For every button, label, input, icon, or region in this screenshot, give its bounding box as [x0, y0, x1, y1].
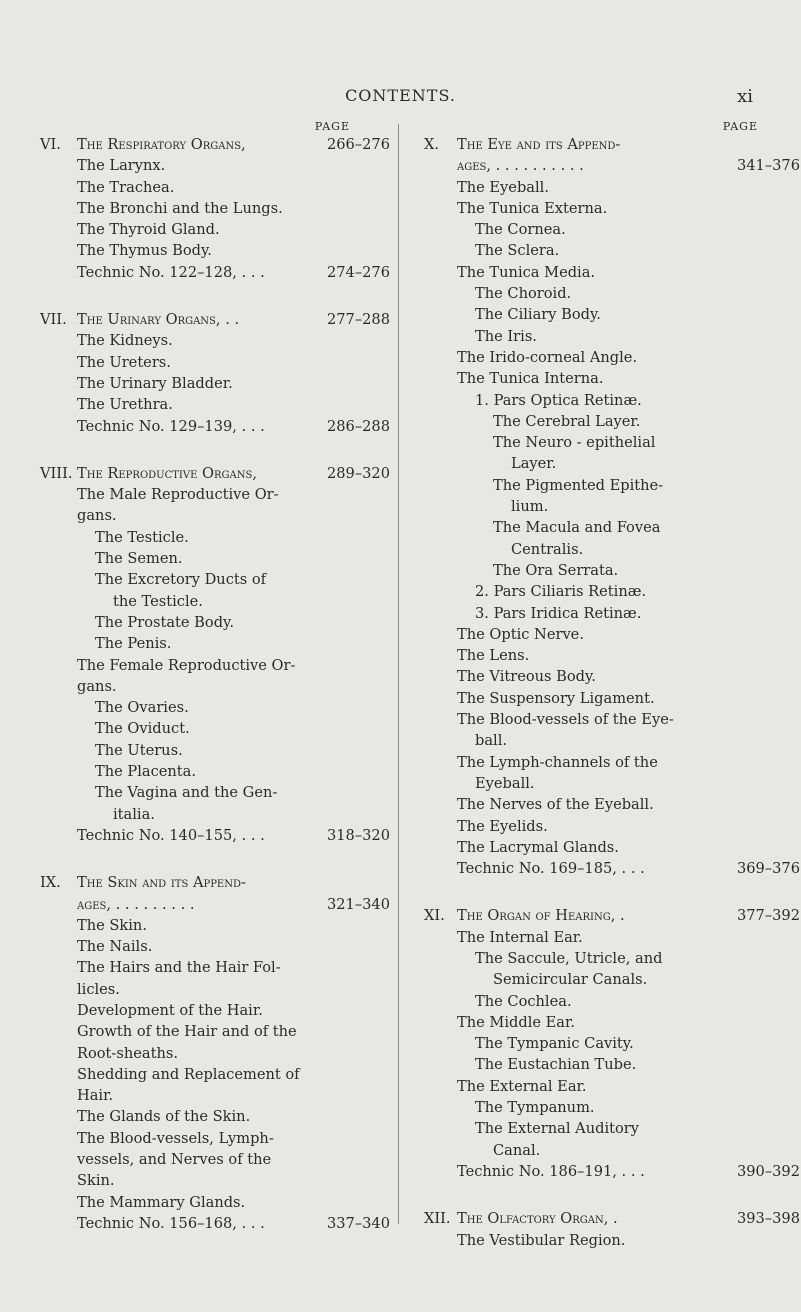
entry-text: The Tympanic Cavity. [475, 1035, 634, 1053]
entry-page-range: 277–288 [326, 311, 390, 329]
toc-entry [424, 858, 800, 879]
toc-entry [424, 1161, 800, 1182]
entry-text: The Internal Ear. [457, 928, 583, 946]
entry-text: The Tympanum. [475, 1099, 595, 1117]
entry-text: The Semen. [95, 550, 183, 568]
page-column-label: PAGE [314, 120, 350, 133]
toc-entry [424, 1097, 764, 1118]
entry-text: ages, . . . . . . . . . . [457, 157, 584, 175]
toc-section-heading [424, 1208, 800, 1229]
toc-entry [40, 591, 390, 612]
toc-right-column [424, 120, 800, 1251]
toc-section-heading [40, 309, 390, 330]
toc-entry [40, 676, 390, 697]
page-folio: xi [737, 86, 753, 107]
entry-text: gans. [77, 677, 117, 695]
entry-text: The Neuro - epithelial [493, 434, 656, 452]
toc-entry [40, 155, 390, 176]
toc-section [40, 463, 390, 846]
toc-entry [424, 411, 764, 432]
toc-entry [40, 1106, 390, 1127]
toc-entry [40, 1170, 390, 1191]
entry-text: The Irido-corneal Angle. [457, 348, 638, 366]
entry-text: The Vagina and the Gen- [95, 784, 278, 802]
entry-text: The Thymus Body. [77, 242, 212, 260]
toc-section-heading [424, 155, 800, 176]
entry-text: vessels, and Nerves of the [77, 1151, 272, 1169]
entry-text: Growth of the Hair and of the [77, 1023, 297, 1041]
entry-text: The Vestibular Region. [457, 1231, 626, 1249]
toc-entry [40, 484, 390, 505]
entry-text: The Tunica Media. [457, 263, 596, 281]
entry-text: The Eustachian Tube. [475, 1056, 637, 1074]
section-numeral: VII. [40, 311, 67, 329]
entry-text: The Trachea. [77, 178, 175, 196]
entry-text: Eyeball. [475, 774, 535, 792]
toc-entry [424, 1140, 764, 1161]
toc-entry [424, 688, 764, 709]
entry-text: The Nerves of the Eyeball. [457, 796, 654, 814]
entry-text: The Eyeball. [457, 178, 549, 196]
entry-text: Centralis. [511, 540, 584, 558]
toc-entry [424, 198, 764, 219]
toc-entry [424, 773, 764, 794]
toc-entry [424, 1012, 764, 1033]
section-numeral: XII. [424, 1210, 451, 1228]
toc-entry [40, 177, 390, 198]
entry-text: the Testicle. [113, 592, 203, 610]
entry-text: The Macula and Fovea [493, 519, 661, 537]
entry-page-range: 286–288 [326, 417, 390, 435]
column-divider [398, 124, 399, 1224]
toc-entry [40, 527, 390, 548]
toc-entry [40, 633, 390, 654]
toc-entry [424, 177, 764, 198]
entry-page-range: 390–392 [736, 1162, 800, 1180]
toc-entry [40, 1149, 390, 1170]
toc-entry [424, 624, 764, 645]
toc-section-heading [424, 134, 764, 155]
entry-text: The Eyelids. [457, 817, 548, 835]
toc-entry [424, 581, 764, 602]
toc-entry [424, 219, 764, 240]
toc-entry [40, 1021, 390, 1042]
entry-text: The Cochlea. [475, 992, 572, 1010]
entry-text: The Middle Ear. [457, 1013, 576, 1031]
toc-entry [424, 560, 764, 581]
toc-entry [424, 816, 764, 837]
toc-entry [40, 718, 390, 739]
entry-page-range: 289–320 [326, 464, 390, 482]
entry-text: gans. [77, 507, 117, 525]
entry-text: Technic No. 122–128, . . . [77, 263, 265, 281]
entry-text: The Uterus. [95, 741, 183, 759]
entry-text: ages, . . . . . . . . . [77, 895, 195, 913]
entry-text: licles. [77, 980, 120, 998]
toc-entry [424, 927, 764, 948]
entry-text: The Skin and its Append- [77, 874, 246, 892]
entry-text: The Sclera. [475, 242, 560, 260]
entry-page-range: 266–276 [326, 136, 390, 153]
toc-entry [40, 915, 390, 936]
entry-text: Technic No. 169–185, . . . [457, 860, 645, 878]
toc-sections [424, 134, 800, 1251]
entry-text: The Thyroid Gland. [77, 221, 220, 239]
entry-text: The Olfactory Organ, . [457, 1210, 618, 1228]
toc-entry [40, 936, 390, 957]
entry-text: The Male Reproductive Or- [77, 486, 279, 504]
toc-entry [40, 825, 390, 846]
entry-text: Shedding and Replacement of [77, 1065, 300, 1083]
toc-section-heading [40, 872, 390, 893]
toc-entry [424, 517, 764, 538]
entry-text: The Organ of Hearing, . [457, 907, 625, 925]
entry-page-range: 393–398 [736, 1210, 800, 1228]
toc-entry [424, 645, 764, 666]
toc-entry [424, 475, 764, 496]
entry-text: The Placenta. [95, 763, 197, 781]
toc-entry [424, 347, 764, 368]
entry-text: The Excretory Ducts of [95, 571, 267, 589]
toc-entry [40, 330, 390, 351]
toc-section [424, 1208, 800, 1251]
entry-text: Skin. [77, 1172, 115, 1190]
section-numeral: VI. [40, 136, 61, 153]
toc-entry [424, 752, 764, 773]
running-head [0, 86, 801, 110]
toc-entry [40, 394, 390, 415]
entry-text: The Larynx. [77, 157, 166, 175]
entry-text: Layer. [511, 455, 557, 473]
entry-text: Technic No. 156–168, . . . [77, 1214, 265, 1232]
toc-entry [424, 304, 764, 325]
section-numeral: XI. [424, 907, 445, 925]
toc-entry [40, 569, 390, 590]
toc-entry [40, 1128, 390, 1149]
entry-text: 1. Pars Optica Retinæ. [475, 391, 642, 409]
toc-entry [40, 979, 390, 1000]
entry-text: The Urethra. [77, 396, 173, 414]
entry-text: The Glands of the Skin. [77, 1108, 251, 1126]
entry-text: The Urinary Bladder. [77, 374, 233, 392]
entry-text: The Testicle. [95, 528, 189, 546]
entry-text: Development of the Hair. [77, 1001, 263, 1019]
toc-entry [424, 1118, 764, 1139]
entry-text: The Skin. [77, 916, 147, 934]
toc-entry [424, 262, 764, 283]
entry-text: The Cornea. [475, 221, 566, 239]
toc-entry [424, 368, 764, 389]
toc-entry [40, 416, 390, 437]
entry-page-range: 337–340 [326, 1214, 390, 1232]
entry-text: Technic No. 186–191, . . . [457, 1162, 645, 1180]
toc-entry [424, 283, 764, 304]
entry-text: The Ureters. [77, 353, 171, 371]
entry-text: The Penis. [95, 635, 172, 653]
entry-text: The Blood-vessels of the Eye- [457, 711, 674, 729]
entry-text: The External Auditory [475, 1120, 639, 1138]
entry-text: The Prostate Body. [95, 613, 234, 631]
toc-entry [424, 666, 764, 687]
entry-text: The Saccule, Utricle, and [475, 949, 663, 967]
toc-section-heading [40, 894, 390, 915]
toc-entry [40, 548, 390, 569]
toc-entry [424, 948, 764, 969]
toc-entry [424, 730, 764, 751]
toc-entry [40, 1085, 390, 1106]
toc-section [40, 134, 390, 283]
entry-text: The Tunica Externa. [457, 199, 608, 217]
entry-text: The Tunica Interna. [457, 370, 604, 388]
toc-entry [40, 1000, 390, 1021]
toc-entry [424, 794, 764, 815]
toc-entry [40, 373, 390, 394]
toc-entry [424, 453, 764, 474]
toc-entry [40, 804, 390, 825]
toc-entry [40, 262, 390, 283]
toc-entry [424, 240, 764, 261]
entry-text: Semicircular Canals. [493, 971, 648, 989]
entry-text: The Blood-vessels, Lymph- [77, 1129, 274, 1147]
entry-text: The Lens. [457, 647, 530, 665]
entry-text: Root-sheaths. [77, 1044, 178, 1062]
toc-entry [40, 782, 390, 803]
toc-entry [424, 496, 764, 517]
toc-entry [424, 432, 764, 453]
entry-text: The Urinary Organs, . . [77, 311, 240, 329]
entry-text: Technic No. 129–139, . . . [77, 417, 265, 435]
toc-entry [424, 709, 764, 730]
entry-text: The Pigmented Epithe- [493, 476, 664, 494]
section-numeral: X. [424, 136, 440, 153]
entry-text: The Iris. [475, 327, 537, 345]
toc-entry [40, 655, 390, 676]
entry-page-range: 318–320 [326, 826, 390, 844]
entry-text: The Ora Serrata. [493, 561, 619, 579]
toc-entry [40, 957, 390, 978]
toc-entry [424, 1054, 764, 1075]
toc-entry [424, 390, 764, 411]
entry-text: The Respiratory Organs, [77, 136, 246, 153]
entry-text: 2. Pars Ciliaris Retinæ. [475, 583, 647, 601]
toc-section [40, 309, 390, 437]
entry-text: The Hairs and the Hair Fol- [77, 959, 281, 977]
toc-entry [40, 697, 390, 718]
toc-entry [424, 969, 764, 990]
entry-text: The Reproductive Organs, [77, 464, 257, 482]
toc-entry [40, 198, 390, 219]
toc-entry [424, 1230, 764, 1251]
entry-text: The Ovaries. [95, 699, 189, 717]
entry-text: The Lacrymal Glands. [457, 838, 619, 856]
entry-text: The Lymph-channels of the [457, 753, 658, 771]
entry-text: Canal. [493, 1141, 541, 1159]
toc-entry [40, 219, 390, 240]
entry-text: The Oviduct. [95, 720, 190, 738]
toc-section-heading [40, 134, 390, 155]
toc-section-heading [40, 463, 390, 484]
running-head-title: CONTENTS. [345, 86, 456, 105]
entry-text: The Bronchi and the Lungs. [77, 199, 283, 217]
entry-text: The Optic Nerve. [457, 625, 584, 643]
toc-section [424, 134, 800, 879]
toc-entry [40, 352, 390, 373]
entry-text: The Cerebral Layer. [493, 412, 641, 430]
entry-text: The Kidneys. [77, 332, 173, 350]
toc-entry [40, 612, 390, 633]
toc-entry [424, 603, 764, 624]
entry-text: italia. [113, 805, 155, 823]
toc-entry [424, 539, 764, 560]
entry-text: The Female Reproductive Or- [77, 656, 296, 674]
toc-entry [40, 1192, 390, 1213]
entry-text: The Nails. [77, 938, 153, 956]
toc-entry [40, 505, 390, 526]
toc-section [40, 872, 390, 1234]
entry-page-range: 369–376 [736, 860, 800, 878]
entry-text: ball. [475, 732, 508, 750]
section-numeral: VIII. [40, 464, 73, 482]
entry-text: The Vitreous Body. [457, 668, 596, 686]
toc-entry [424, 837, 764, 858]
entry-page-range: 274–276 [326, 263, 390, 281]
toc-entry [40, 240, 390, 261]
toc-entry [40, 1213, 390, 1234]
entry-text: The Ciliary Body. [475, 306, 601, 324]
entry-text: The External Ear. [457, 1077, 587, 1095]
toc-entry [424, 1076, 764, 1097]
toc-section-heading [424, 905, 800, 926]
entry-text: The Suspensory Ligament. [457, 689, 655, 707]
page-column-label: PAGE [722, 120, 758, 133]
entry-text: The Choroid. [475, 285, 572, 303]
entry-text: Technic No. 140–155, . . . [77, 826, 265, 844]
toc-entry [424, 1033, 764, 1054]
toc-sections [40, 134, 390, 1234]
toc-entry [40, 761, 390, 782]
entry-page-range: 341–376 [736, 157, 800, 175]
entry-page-range: 377–392 [736, 907, 800, 925]
entry-text: 3. Pars Iridica Retinæ. [475, 604, 642, 622]
toc-section [424, 905, 800, 1182]
section-numeral: IX. [40, 874, 61, 892]
entry-text: The Mammary Glands. [77, 1193, 246, 1211]
entry-page-range: 321–340 [326, 895, 390, 913]
toc-entry [40, 1064, 390, 1085]
toc-entry [40, 1043, 390, 1064]
entry-text: lium. [511, 498, 549, 516]
toc-entry [40, 740, 390, 761]
entry-text: The Eye and its Append- [457, 136, 621, 153]
toc-entry [424, 326, 764, 347]
toc-entry [424, 991, 764, 1012]
toc-left-column [40, 120, 390, 1234]
entry-text: Hair. [77, 1087, 114, 1105]
